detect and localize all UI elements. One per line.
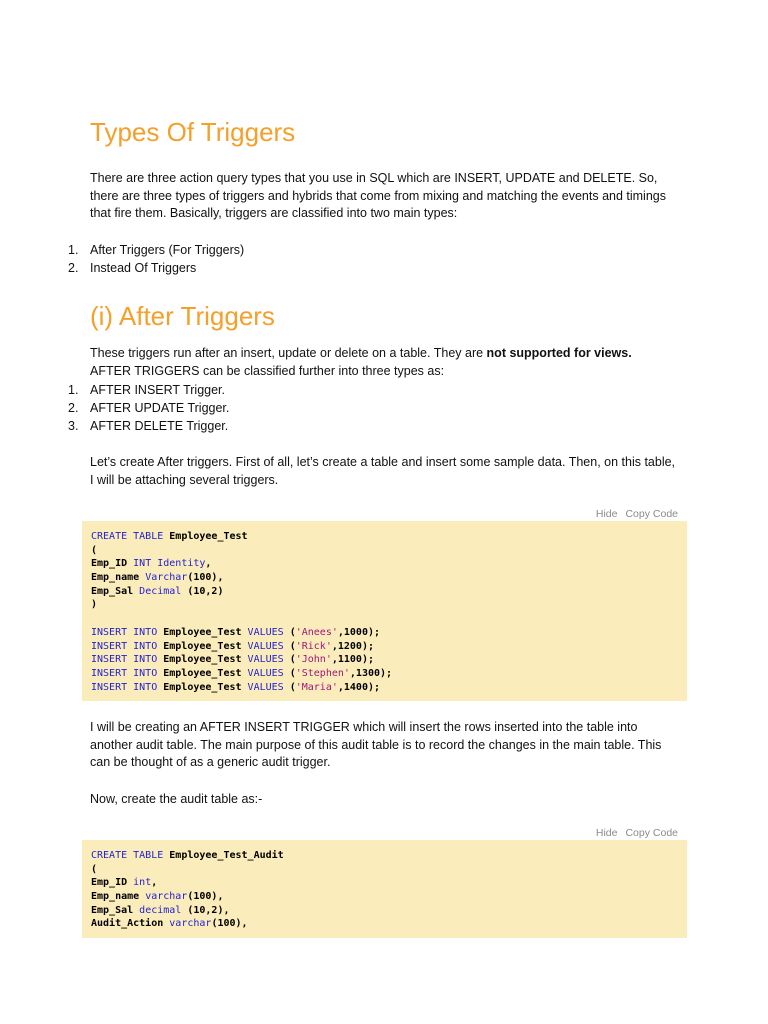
list-text: AFTER UPDATE Trigger. <box>90 401 230 415</box>
code-token: Employee_Test <box>163 681 248 693</box>
after-para-text: These triggers run after an insert, update or delete on a table. They are <box>90 346 487 360</box>
code-token: INSERT INTO <box>91 681 164 693</box>
code-token: VALUES <box>247 626 284 638</box>
code-token: Employee_Test <box>163 654 248 666</box>
code-token: Emp_name <box>91 572 146 584</box>
code-token: VALUES <box>247 640 284 652</box>
list-number: 2. <box>68 401 79 415</box>
code-token: ( <box>91 544 98 556</box>
code-token: (100), <box>187 891 224 903</box>
code-line <box>91 598 678 612</box>
code-line <box>91 612 678 626</box>
list-number: 2. <box>68 261 79 275</box>
code-token: Employee_Test <box>163 640 248 652</box>
intro-paragraph: There are three action query types that you use in SQL which are INSERT, UPDATE and DELETE. So, there are three types of triggers and hybrids that come from mixing and matching the events and timings that fire them. Basically, triggers are classified into two main types: <box>90 171 666 220</box>
code-token: VALUES <box>247 667 284 679</box>
code-block-employee-test <box>82 521 687 701</box>
code-token: INSERT INTO <box>91 626 164 638</box>
after-triggers-list <box>68 381 229 435</box>
code-token: VALUES <box>247 681 284 693</box>
code-token: varchar <box>145 891 188 903</box>
list-item <box>68 399 229 417</box>
page-title: Types Of Triggers <box>90 117 296 147</box>
code-token: varchar <box>169 918 212 930</box>
code-line <box>91 681 678 695</box>
code-token: Employee_Test <box>163 626 248 638</box>
code-token: int <box>133 877 152 889</box>
code-token: Varchar <box>145 572 188 584</box>
code-line <box>91 653 678 667</box>
code-token: Decimal <box>139 585 182 597</box>
code-token: ,1400); <box>337 681 381 693</box>
code-token: Employee_Test <box>163 667 248 679</box>
after-triggers-paragraph <box>90 345 680 380</box>
code-line <box>91 890 678 904</box>
code-token: Audit_Action <box>91 918 170 930</box>
code-line <box>91 667 678 681</box>
list-item <box>68 381 229 399</box>
code-line <box>91 640 678 654</box>
create-table-paragraph: Let’s create After triggers. First of all, let’s create a table and insert some sample data. Then, on this table, I will be attaching several triggers. <box>90 455 676 487</box>
code-token: INSERT INTO <box>91 654 164 666</box>
list-item <box>68 417 229 435</box>
list-item <box>68 241 244 259</box>
code-token: decimal <box>139 904 182 916</box>
code-token: Emp_Sal <box>91 904 140 916</box>
after-para-bold: not supported for views. <box>486 346 632 360</box>
code-token: ,1200); <box>331 640 374 652</box>
list-text: After Triggers (For Triggers) <box>90 243 245 257</box>
code-token: 'Maria' <box>295 681 338 693</box>
code-line <box>91 626 678 640</box>
code-toolbar <box>588 827 678 839</box>
code-token: ( <box>91 863 98 875</box>
code-token: ) <box>91 599 98 611</box>
code-line <box>91 917 678 931</box>
code-token: INT Identity <box>133 558 206 570</box>
code-token: ,1000); <box>337 626 381 638</box>
list-number: 1. <box>68 243 79 257</box>
copy-code-link[interactable]: Copy Code <box>625 827 678 839</box>
code-token: ,1100); <box>331 654 374 666</box>
list-item <box>68 259 244 277</box>
code-token: Employee_Test_Audit <box>169 850 284 861</box>
code-line <box>91 585 678 599</box>
code-line <box>91 530 678 544</box>
audit-trigger-paragraph: I will be creating an AFTER INSERT TRIGGER which will insert the rows inserted into the table into another audit table. The main purpose of this audit table is to record the changes in the main table. This can be thought of as a generic audit trigger. <box>90 720 662 769</box>
create-audit-paragraph: Now, create the audit table as:- <box>90 792 263 806</box>
code-token: , <box>151 877 158 889</box>
code-token: ,1300); <box>349 667 393 679</box>
code-token: ( <box>283 667 296 679</box>
code-token: ( <box>283 681 296 693</box>
code-token: ( <box>283 626 296 638</box>
code-token: (100), <box>187 572 224 584</box>
code-token: 'Stephen' <box>295 667 350 679</box>
list-number: 3. <box>68 419 79 433</box>
copy-code-link[interactable]: Copy Code <box>625 508 678 520</box>
code-token: CREATE TABLE <box>91 531 170 542</box>
code-token: VALUES <box>247 654 284 666</box>
list-text: AFTER INSERT Trigger. <box>90 383 225 397</box>
hide-code-link[interactable]: Hide <box>595 827 618 839</box>
code-line <box>91 904 678 918</box>
code-token: INSERT INTO <box>91 667 164 679</box>
code-token: 'Anees' <box>295 626 338 638</box>
code-token: (10,2) <box>181 585 224 597</box>
code-token: Emp_name <box>91 891 146 903</box>
hide-code-link[interactable]: Hide <box>595 508 618 520</box>
after-para-line2: AFTER TRIGGERS can be classified further into three types as: <box>90 363 445 378</box>
trigger-types-list <box>68 241 244 277</box>
section-heading: (i) After Triggers <box>90 301 275 331</box>
code-line <box>91 557 678 571</box>
code-token: 'Rick' <box>295 640 332 652</box>
code-token: Emp_ID <box>91 558 134 570</box>
code-token: INSERT INTO <box>91 640 164 652</box>
code-token: ( <box>283 640 296 652</box>
code-token: , <box>205 558 212 570</box>
code-line <box>91 544 678 558</box>
code-token: (10,2), <box>181 904 230 916</box>
code-token: Employee_Test <box>169 531 248 542</box>
code-line <box>91 571 678 585</box>
code-line <box>91 876 678 890</box>
code-token: CREATE TABLE <box>91 850 170 861</box>
code-token: 'John' <box>295 654 332 666</box>
code-token: ( <box>283 654 296 666</box>
code-token: Emp_ID <box>91 877 134 889</box>
code-token: (100), <box>211 918 248 930</box>
list-text: Instead Of Triggers <box>90 261 197 275</box>
code-line <box>91 849 678 863</box>
code-line <box>91 863 678 877</box>
code-token: Emp_Sal <box>91 585 140 597</box>
code-block-employee-test-audit <box>82 840 687 938</box>
list-text: AFTER DELETE Trigger. <box>90 419 229 433</box>
code-toolbar <box>588 508 678 520</box>
list-number: 1. <box>68 383 79 397</box>
